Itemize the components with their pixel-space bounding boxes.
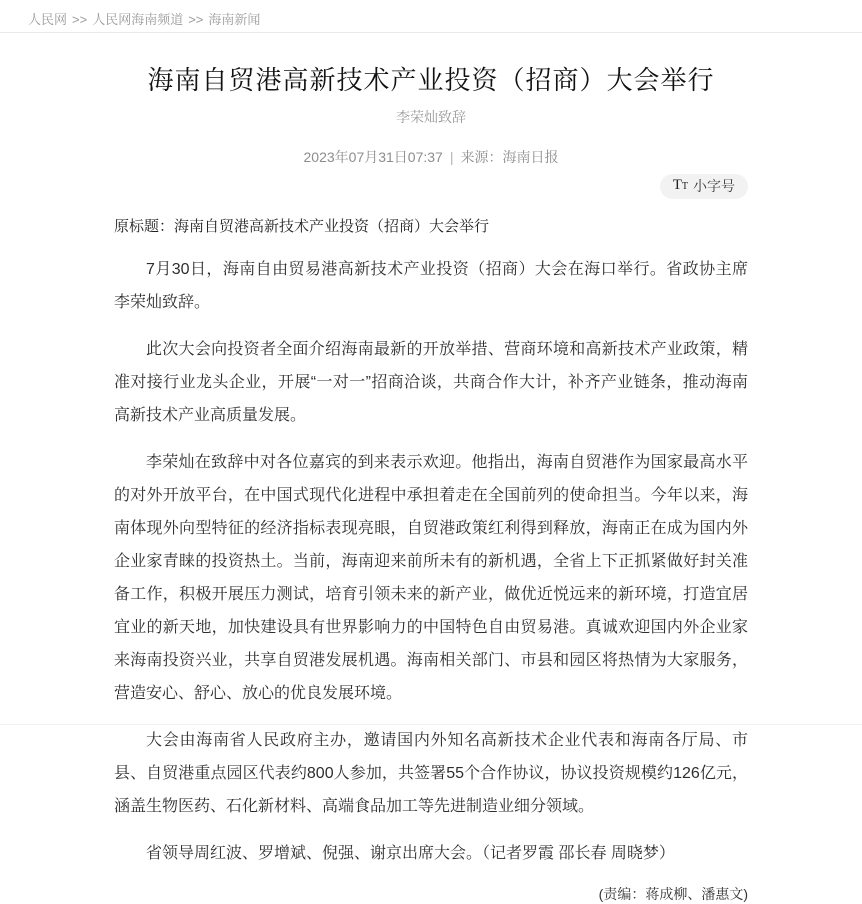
- breadcrumb-link-hainan-channel[interactable]: 人民网海南频道: [92, 12, 184, 27]
- breadcrumb-link-hainan-news[interactable]: 海南新闻: [208, 12, 261, 27]
- font-size-icon: TT: [672, 177, 688, 193]
- original-title: [114, 216, 748, 238]
- source-label: 来源：: [460, 149, 503, 165]
- article-paragraph: 此次大会向投资者全面介绍海南最新的开放举措、营商环境和高新技术产业政策，精准对接行业龙头企业，开展“一对一”招商洽谈，共商合作大计，补齐产业链条，推动海南高新技术产业高质量发展。: [114, 341, 748, 424]
- article-body: [114, 216, 748, 904]
- breadcrumb-separator: >>: [188, 12, 204, 27]
- article-paragraph: 7月30日，海南自由贸易港高新技术产业投资（招商）大会在海口举行。省政协主席李荣灿致辞。: [114, 261, 748, 311]
- font-size-button-label: 小字号: [693, 178, 735, 194]
- breadcrumb: [0, 0, 862, 33]
- meta-separator: |: [449, 149, 454, 165]
- article-paragraph: 李荣灿在致辞中对各位嘉宾的到来表示欢迎。他指出，海南自贸港作为国家最高水平的对外开放平台，在中国式现代化进程中承担着走在全国前列的使命担当。今年以来，海南体现外向型特征的经济指标表现亮眼，自贸港政策红利得到释放，海南正在成为国内外企业家青睐的投资热土。当前，海南迎来前所未有的新机遇，全省上下正抓紧做好封关准备工作，积极开展压力测试，培育引领未来的新产业，做优近悦远来的新环境，打造宜居宜业的新天地，加快建设具有世界影响力的中国特色自由贸易港。真诚欢迎国内外企业家来海南投资兴业，共享自贸港发展机遇。海南相关部门、市县和园区将热情为大家服务，营造安心、舒心、放心的优良发展环境。: [114, 454, 748, 702]
- breadcrumb-link-people-net[interactable]: 人民网: [28, 12, 68, 27]
- source-link[interactable]: 海南日报: [502, 149, 559, 165]
- article-container: [114, 33, 748, 904]
- editors-credit: (责编：蒋成柳、潘惠文): [598, 886, 748, 902]
- page-title: 海南自贸港高新技术产业投资（招商）大会举行: [147, 65, 715, 95]
- original-title-text: 海南自贸港高新技术产业投资（招商）大会举行: [174, 218, 490, 235]
- font-size-button[interactable]: [660, 174, 748, 199]
- original-title-label: 原标题：: [114, 218, 175, 235]
- article-meta: [114, 147, 748, 167]
- publish-date: 2023年07月31日07:37: [303, 149, 443, 165]
- article-toolbar: [114, 174, 748, 199]
- breadcrumb-separator: >>: [72, 12, 88, 27]
- article-paragraph: 省领导周红波、罗增斌、倪强、谢京出席大会。（记者罗霞 邵长春 周晓梦）: [146, 845, 675, 862]
- article-paragraph: 大会由海南省人民政府主办，邀请国内外知名高新技术企业代表和海南各厅局、市县、自贸港重点园区代表约800人参加，共签署55个合作协议，协议投资规模约126亿元，涵盖生物医药、石化新材料、高端食品加工等先进制造业细分领域。: [114, 732, 748, 815]
- article-subtitle: 李荣灿致辞: [396, 109, 466, 125]
